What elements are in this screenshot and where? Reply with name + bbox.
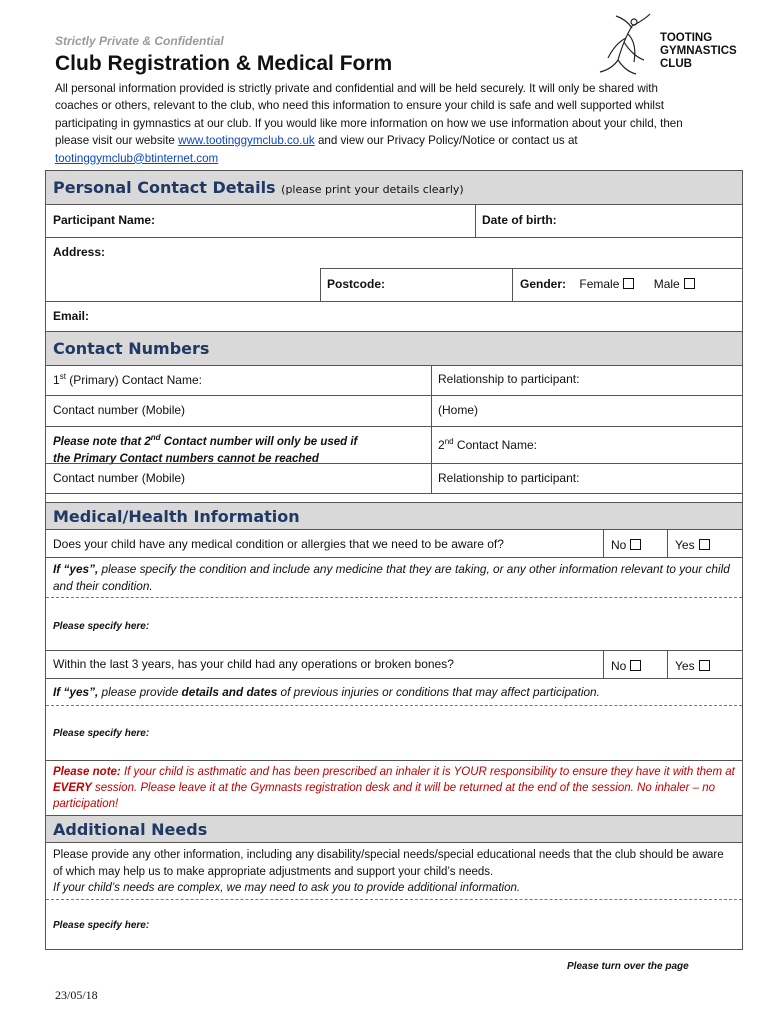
participant-name-label: Participant Name: xyxy=(53,213,156,227)
logo-line-2: GYMNASTICS xyxy=(660,45,737,57)
divider xyxy=(512,268,513,301)
divider xyxy=(320,268,742,269)
second-contact-note xyxy=(53,429,357,468)
divider xyxy=(46,842,742,843)
q2-followup xyxy=(53,685,738,699)
contacts-section-title: Contact Numbers xyxy=(53,339,210,358)
intro-text xyxy=(55,80,695,167)
divider xyxy=(46,678,742,679)
additional-specify-label: Please specify here: xyxy=(53,920,150,931)
q2-no-checkbox[interactable] xyxy=(630,660,641,671)
intro-part-2: and view our Privacy Policy/Notice or contact us at xyxy=(314,134,578,148)
divider xyxy=(46,493,742,494)
divider xyxy=(46,237,742,238)
page-title: Club Registration & Medical Form xyxy=(55,52,393,75)
email-label: Email: xyxy=(53,309,90,323)
q2-follow-bold: details and dates xyxy=(181,685,278,699)
medical-section-title: Medical/Health Information xyxy=(53,507,300,526)
note-sup: nd xyxy=(150,433,161,442)
q1-no-checkbox[interactable] xyxy=(630,539,641,550)
divider xyxy=(603,529,604,557)
female-label: Female xyxy=(579,277,620,291)
divider xyxy=(667,650,668,678)
divider xyxy=(46,426,742,427)
divider xyxy=(46,204,742,205)
website-link[interactable]: www.tootinggymclub.co.uk xyxy=(178,134,315,148)
divider xyxy=(431,365,432,493)
divider xyxy=(603,650,604,678)
intro-part-1: All personal information provided is strictly private and confidential and will be held securely. It will only be shared with coaches or others, relevant to the club, who need this information to ensure your child is safe and well supported whilst participating in gymnastics at our club. If you would like more information on how we use information about your child, then please visit our website xyxy=(55,82,683,148)
medical-question-1: Does your child have any medical condition or allergies that we need to be aware of? xyxy=(53,537,504,551)
divider xyxy=(46,301,742,302)
second-label-b: Contact Name: xyxy=(453,438,537,452)
q2-if-yes: If “yes”, xyxy=(53,685,99,699)
club-logo-text xyxy=(660,32,737,71)
primary-label-b: (Primary) Contact Name: xyxy=(65,373,202,387)
q1-if-yes: If “yes”, xyxy=(53,562,99,576)
divider xyxy=(46,395,742,396)
q2-no-option xyxy=(611,659,641,673)
primary-label-a: 1 xyxy=(53,373,60,387)
divider xyxy=(46,557,742,558)
q2-specify-label: Please specify here: xyxy=(53,728,150,739)
mobile2-label: Contact number (Mobile) xyxy=(53,471,186,485)
primary-contact-name-label xyxy=(53,372,202,387)
note-line-2: the Primary Contact numbers cannot be reached xyxy=(53,452,319,465)
q1-followup xyxy=(53,561,738,595)
q2-follow-a: please provide xyxy=(98,685,182,699)
inhaler-note-label: Please note: xyxy=(53,766,121,778)
q1-no-option xyxy=(611,538,641,552)
email-link[interactable]: tootinggymclub@btinternet.com xyxy=(55,151,219,165)
personal-title-text: Personal Contact Details xyxy=(53,178,276,197)
relationship2-label: Relationship to participant: xyxy=(438,471,580,485)
q1-yes-label: Yes xyxy=(675,538,695,552)
second-label-a: 2 xyxy=(438,438,445,452)
additional-section-title: Additional Needs xyxy=(53,820,208,839)
gender-label: Gender: xyxy=(520,277,567,291)
divider xyxy=(667,529,668,557)
additional-text-2: If your child’s needs are complex, we may need to ask you to provide additional information. xyxy=(53,882,521,894)
turn-over-note: Please turn over the page xyxy=(567,961,689,972)
divider xyxy=(46,650,742,651)
personal-section-title xyxy=(53,178,464,197)
female-checkbox[interactable] xyxy=(623,278,634,289)
medical-question-2: Within the last 3 years, has your child had any operations or broken bones? xyxy=(53,657,454,671)
inhaler-note xyxy=(53,764,741,812)
divider xyxy=(475,204,476,237)
q1-followup-text: please specify the condition and include any medicine that they are taking, or any other information relevant to your child and their condition. xyxy=(53,562,730,593)
second-label-sup: nd xyxy=(444,437,454,446)
male-checkbox[interactable] xyxy=(684,278,695,289)
q2-yes-option xyxy=(675,659,710,673)
address-label: Address: xyxy=(53,245,106,259)
dashed-divider xyxy=(46,597,742,598)
form-date: 23/05/18 xyxy=(55,988,98,1002)
male-label: Male xyxy=(653,277,680,291)
logo-line-1: TOOTING xyxy=(660,32,713,44)
dashed-divider xyxy=(46,899,742,900)
q1-no-label: No xyxy=(611,538,627,552)
inhaler-note-b: session. Please leave it at the Gymnasts registration desk and it will be returned at the end of the session. No inhaler – no participation! xyxy=(53,782,716,810)
divider xyxy=(46,365,742,366)
q1-yes-checkbox[interactable] xyxy=(699,539,710,550)
q2-follow-b: of previous injuries or conditions that may affect participation. xyxy=(277,685,600,699)
dashed-divider xyxy=(46,705,742,706)
q2-yes-label: Yes xyxy=(675,659,695,673)
confidential-label: Strictly Private & Confidential xyxy=(55,34,224,48)
second-contact-name-label xyxy=(438,437,537,452)
gymnast-logo-icon xyxy=(588,12,658,82)
divider xyxy=(320,268,321,301)
logo-line-3: CLUB xyxy=(660,58,692,70)
home-label: (Home) xyxy=(438,403,479,417)
dob-label: Date of birth: xyxy=(482,213,557,227)
inhaler-note-a: If your child is asthmatic and has been prescribed an inhaler it is YOUR responsibility to ensure they have it with them at xyxy=(120,766,735,778)
divider xyxy=(46,529,742,530)
additional-text xyxy=(53,847,733,897)
note-part-a: Please note that 2 xyxy=(53,435,151,448)
divider xyxy=(46,760,742,761)
relationship-label: Relationship to participant: xyxy=(438,372,580,386)
q1-specify-label: Please specify here: xyxy=(53,621,150,632)
q2-no-label: No xyxy=(611,659,627,673)
primary-label-sup: st xyxy=(59,372,66,381)
divider xyxy=(46,463,742,464)
mobile-label: Contact number (Mobile) xyxy=(53,403,186,417)
personal-subtitle: (please print your details clearly) xyxy=(281,183,464,196)
postcode-label: Postcode: xyxy=(327,277,386,291)
note-line-1 xyxy=(53,429,357,451)
gender-field xyxy=(520,277,695,291)
inhaler-note-every: EVERY xyxy=(53,782,92,794)
q1-yes-option xyxy=(675,538,710,552)
q2-yes-checkbox[interactable] xyxy=(699,660,710,671)
additional-text-1: Please provide any other information, including any disability/special needs/special educational needs that the club should be aware of which may help us to make appropriate adjustments and support your child’s needs. xyxy=(53,849,724,878)
note-part-b: Contact number will only be used if xyxy=(160,435,358,448)
